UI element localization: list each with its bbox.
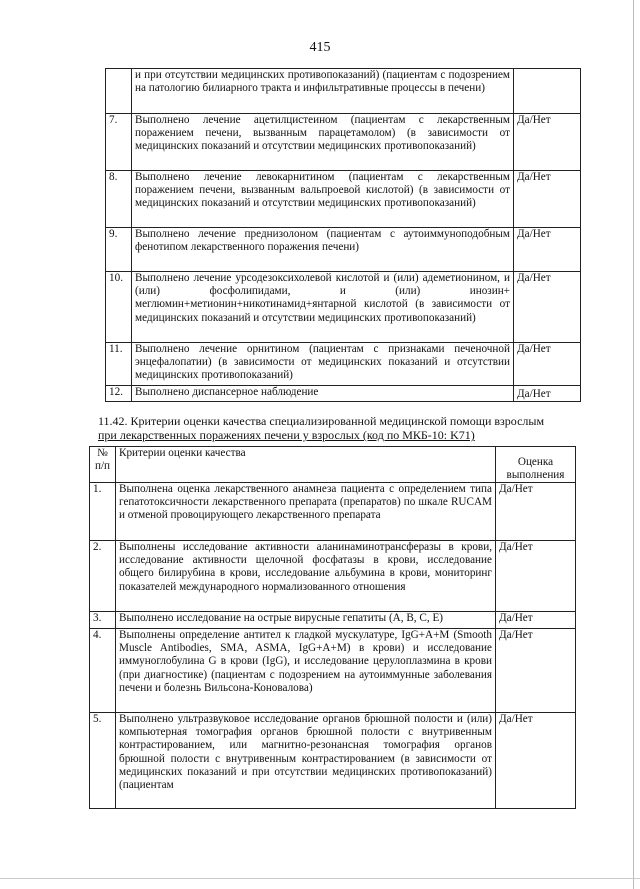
criterion-text: Выполнено ультразвуковое исследование органов брюшной полости и (или) компьютерная томография органов брюшной полости с внутривенным контрастированием, или магнитно-резонансная томография органов брюшной полости с внутривенным контрастированием (в зависимости от медицинских показаний и при отсутствии медицинских противопоказаний) (пациентам xyxy=(116,713,496,809)
criterion-text: Выполнено исследование на острые вирусные гепатиты (A, B, C, E) xyxy=(116,612,496,629)
row-number: 11. xyxy=(106,343,132,386)
row-number: 9. xyxy=(106,228,132,272)
table-row xyxy=(514,343,581,386)
criteria-table-continued xyxy=(105,68,514,402)
answer-cell: Да/Нет xyxy=(496,483,576,541)
answer-cell: Да/Нет xyxy=(514,171,581,228)
answer-cell: Да/Нет xyxy=(514,272,581,343)
answer-cell: Да/Нет xyxy=(514,114,581,171)
header-criteria: Критерии оценки качества xyxy=(116,447,496,483)
page-number: 415 xyxy=(309,40,331,55)
table-row xyxy=(514,114,581,171)
answer-cell xyxy=(514,69,581,114)
header-answer: Оценка выполнения xyxy=(496,447,576,483)
row-number: 1. xyxy=(90,483,116,541)
row-number: 2. xyxy=(90,541,116,612)
table-row xyxy=(90,541,576,612)
answer-cell: Да/Нет xyxy=(514,386,581,402)
answer-cell: Да/Нет xyxy=(496,541,576,612)
row-number: 5. xyxy=(90,713,116,809)
criterion-text: Выполнено диспансерное наблюдение xyxy=(132,386,514,402)
header-number: № п/п xyxy=(90,447,116,483)
criterion-text: Выполнено лечение орнитином (пациентам с признаками печеночной энцефалопатии) (в зависимости от медицинских показаний и отсутствии медицинских противопоказаний) xyxy=(132,343,514,386)
criterion-text: Выполнено лечение левокарнитином (пациентам с лекарственным поражением печени, вызванным вальпроевой кислотой) (в зависимости от медицинских показаний и отсутствии медицинских противопоказаний) xyxy=(132,171,514,228)
row-number: 3. xyxy=(90,612,116,629)
row-number: 8. xyxy=(106,171,132,228)
criterion-text: Выполнены определение антител к гладкой мускулатуре, IgG+A+M (Smooth Muscle Antibodies, SMA, ASMA, IgG+A+M) в крови) и исследование иммуноглобулина G в крови (IgG), и исследование церулоплазмина в крови (при диагностике) (пациентам с подозрением на аутоиммунные заболевания печени и болезнь Вильсона-Коновалова) xyxy=(116,629,496,713)
table-row xyxy=(106,69,514,114)
row-number: 12. xyxy=(106,386,132,402)
table-row xyxy=(514,228,581,272)
table-row xyxy=(90,483,576,541)
row-number: 4. xyxy=(90,629,116,713)
table-row xyxy=(90,713,576,809)
table-row xyxy=(106,272,514,343)
table-row xyxy=(106,114,514,171)
criterion-text: Выполнено лечение ацетилцистеином (пациентам с лекарственным поражением печени, вызванным парацетамолом) (в зависимости от медицинских показаний и отсутствии медицинских противопоказаний) xyxy=(132,114,514,171)
row-number: 7. xyxy=(106,114,132,171)
section-heading xyxy=(98,414,578,443)
criterion-text: Выполнены исследование активности аланинаминотрансферазы в крови, исследование активности щелочной фосфатазы в крови, исследование общего билирубина в крови, исследование альбумина в крови, мониторинг показателей международного нормализованного отношения xyxy=(116,541,496,612)
table-row xyxy=(106,171,514,228)
section-heading-line2: при лекарственных поражениях печени у взрослых (код по МКБ-10: K71) xyxy=(98,428,475,443)
table-row xyxy=(90,612,576,629)
criterion-text: Выполнена оценка лекарственного анамнеза пациента с определением типа гепатотоксичности лекарственного препарата (препаратов) по шкале RUCAM и отменой провоцирующего лекарственного препарата xyxy=(116,483,496,541)
table-row xyxy=(106,228,514,272)
answer-column-top xyxy=(513,68,581,402)
criterion-text: и при отсутствии медицинских противопоказаний) (пациентам с подозрением на патологию билиарного тракта и инфильтративные процессы в печени) xyxy=(132,69,514,114)
table-row xyxy=(514,171,581,228)
answer-cell: Да/Нет xyxy=(514,228,581,272)
table-row xyxy=(106,343,514,386)
answer-cell: Да/Нет xyxy=(496,612,576,629)
row-number xyxy=(106,69,132,114)
criterion-text: Выполнено лечение преднизолоном (пациентам с аутоиммуноподобным фенотипом лекарственного поражения печени) xyxy=(132,228,514,272)
table-header-row xyxy=(90,447,576,483)
table-row xyxy=(90,629,576,713)
table-row xyxy=(514,69,581,114)
answer-cell: Да/Нет xyxy=(496,713,576,809)
row-number: 10. xyxy=(106,272,132,343)
answer-cell: Да/Нет xyxy=(496,629,576,713)
table-row xyxy=(514,272,581,343)
answer-cell: Да/Нет xyxy=(514,343,581,386)
section-heading-line1: 11.42. Критерии оценки качества специализированной медицинской помощи взрослым xyxy=(98,414,545,428)
criteria-table xyxy=(89,446,576,809)
table-row xyxy=(514,386,581,402)
criterion-text: Выполнено лечение урсодезоксихолевой кислотой и (или) адеметионином, и (или) фосфолипидами, и (или) инозин+ меглюмин+метионин+никотинамид+янтарной кислотой (в зависимости от медицинских показаний и отсутствии медицинских противопоказаний) xyxy=(132,272,514,343)
table-row xyxy=(106,386,514,402)
scan-edge-line xyxy=(633,0,634,889)
scan-bottom-line xyxy=(0,878,640,879)
